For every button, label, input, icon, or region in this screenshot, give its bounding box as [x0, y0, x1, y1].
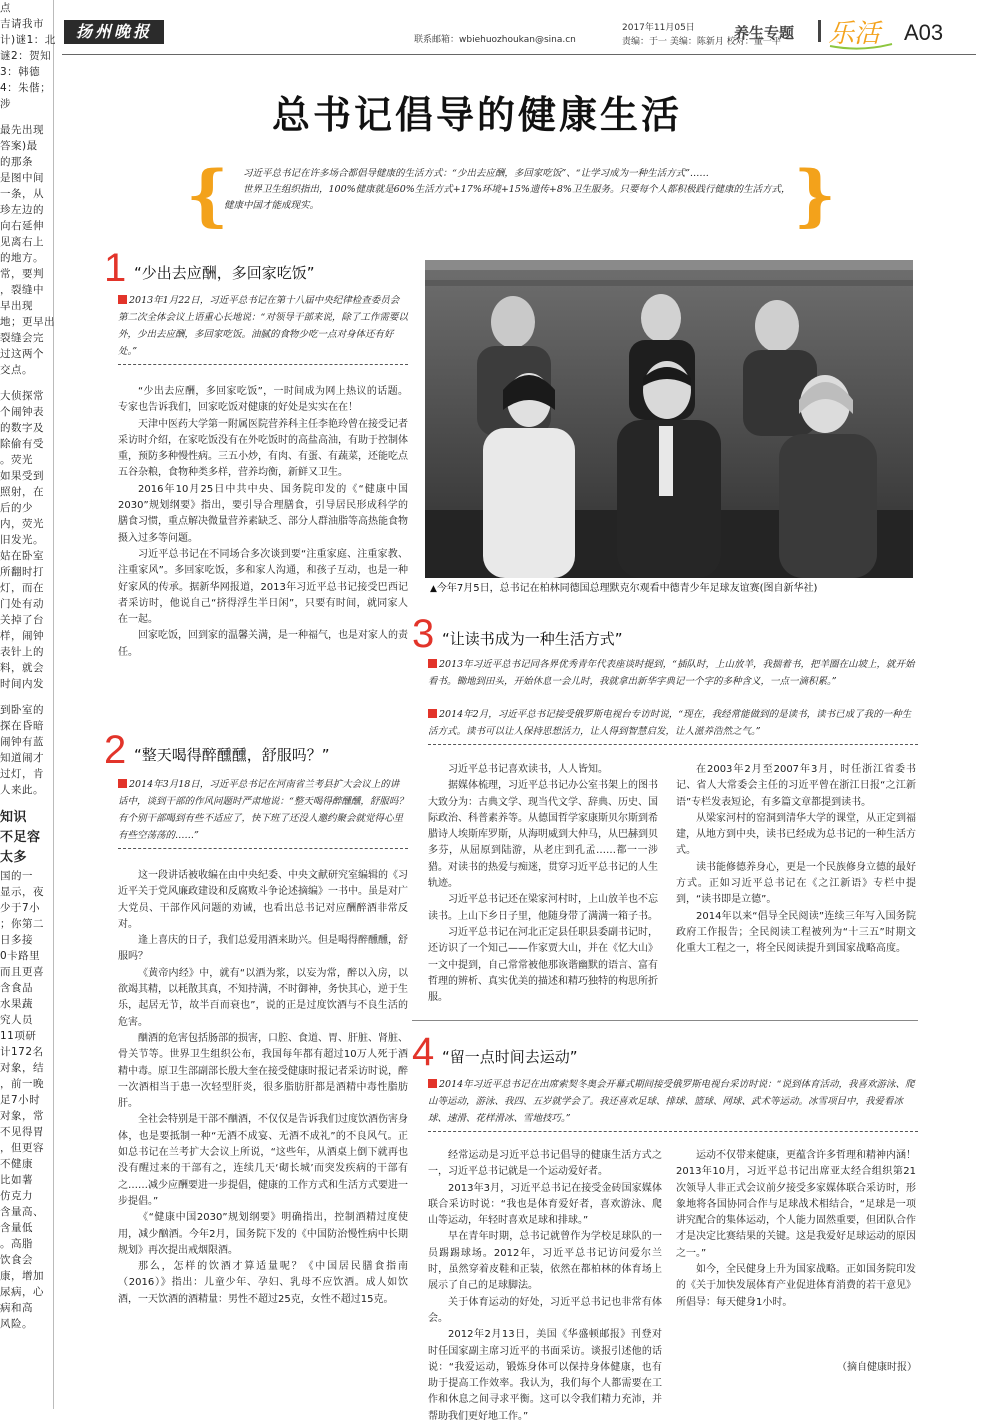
strip-text-line: 不见得胃 — [0, 1126, 44, 1138]
strip-text-line: 旧发光。 — [0, 534, 44, 546]
body-paragraph: 2012年2月13日，美国《华盛顿邮报》刊登对时任国家副主席习近平的书面采访。谈报引述他的话说：“我爱运动，锻炼身体可以保持身体健康，也有助于提高工作效率。我认为，我们每个人都需要在工作和休息之间寻求平衡。这可以令我们精力充沛，并帮助我们更好地工作。” — [428, 1329, 662, 1422]
strip-text-line: 一条，从 — [0, 188, 44, 200]
strip-text-line: 如果受到 — [0, 470, 44, 482]
staff-credits: 责编：于一 美编：陈新月 校对：董一平 — [622, 37, 781, 47]
body-paragraph: 从梁家河村的窑洞到清华大学的课堂，从正定到福建，从地方到中央，读书已经成为总书记的一种生活方式。 — [676, 812, 916, 857]
section-2-head — [104, 728, 404, 772]
strip-text-line: 的数字及 — [0, 422, 44, 434]
strip-text-line: 11项研 — [0, 1030, 37, 1042]
strip-text-line: 人来此。 — [0, 784, 44, 796]
strip-text-line: 内，荧光 — [0, 518, 44, 530]
page-header — [62, 14, 974, 54]
section-4-head — [412, 1030, 812, 1074]
body-paragraph: 据媒体梳理，习近平总书记办公室书架上的图书大致分为：古典文学、现当代文学、辞典、历史、国际政治、科普素养等。从德国哲学家康斯贝尔斯到希腊诗人埃斯库罗斯，从海明威到大仲马，从巴赫到贝多芬，从屈原到陆游，从老庄到孔孟……都一一涉猎。对读书的热爱与痴迷，贯穿习近平总书记的人生轨迹。 — [428, 780, 658, 890]
strip-text-line: 见离右上 — [0, 236, 44, 248]
body-paragraph: 2013年3月，习近平总书记在接受金砖国家媒体联合采访时说：“我也是体育爱好者，喜欢游泳、爬山等运动，年轻时喜欢足球和排球。” — [428, 1182, 662, 1227]
strip-text-line: 计172名 — [0, 1046, 44, 1058]
section-3-column-a — [428, 762, 658, 1006]
body-paragraph: 那么，怎样的饮酒才算适量呢？《中国居民膳食指南（2016）》指出：儿童少年、孕妇、乳母不应饮酒。成人如饮酒，一天饮酒的酒精量：男性不超过25克，女性不超过15克。 — [118, 1261, 408, 1305]
strip-text-line: 风险。 — [0, 1318, 33, 1330]
strip-text-line: 答案)最 — [0, 140, 38, 152]
header-rule — [62, 54, 976, 55]
body-paragraph: 《黄帝内经》中，就有“以酒为浆，以妄为常，醉以入房，以欲竭其精，以耗散其真，不知持满，不时御神，务快其心，逆于生乐，起居无节，故半百而衰也”，说的正是过度饮酒与不良生活的危害。 — [118, 967, 408, 1028]
section-2-body — [118, 868, 408, 1308]
strip-text-line: 除偷有受 — [0, 438, 44, 450]
strip-text-line: 点 — [0, 2, 11, 14]
body-paragraph: 2014年以来“倡导全民阅读”连续三年写入国务院政府工作报告；全民阅读工程被列为“十三五”时期文化重大工程之一，将全民阅读提升到国家战略高度。 — [676, 910, 916, 955]
section-1-body — [118, 384, 408, 661]
strip-text-line: 吉请我市 — [0, 18, 44, 30]
intro-paragraph-1: 习近平总书记在许多场合都倡导健康的生活方式：“少出去应酬，多回家吃饭”、“让学习成为一种生活方式”…… — [243, 168, 709, 179]
section-divider — [412, 1020, 918, 1021]
section-1-head — [104, 246, 404, 290]
strip-text-line: 灯，而在 — [0, 582, 44, 594]
strip-text-line: 尿病，心 — [0, 1286, 44, 1298]
red-square-icon — [428, 659, 437, 668]
strip-text-line: 对象，结 — [0, 1062, 44, 1074]
strip-text-line: ，前一晚 — [0, 1078, 44, 1090]
strip-heading-a: 知识 — [0, 810, 28, 825]
section-4-quote: 2014年习近平总书记在出席索契冬奥会开幕式期间接受俄罗斯电视台采访时说：“说到体育活动，我喜欢游泳、爬山等运动，游泳、我四、五岁就学会了。我还喜欢足球、排球、篮球、网球、武术等运动。冰雪项目中，我爱看冰球、速滑、花样滑冰、雪地技巧。” — [428, 1076, 918, 1132]
logo-text: 乐活 — [828, 19, 881, 49]
body-paragraph: 这一段讲话被收编在由中央纪委、中央文献研究室编辑的《习近平关于党风廉政建设和反腐败斗争论述摘编》一书中。虽是对广大党员、干部作风问题的劝诫，也看出总书记对应酬醉酒非常反对。 — [118, 870, 408, 930]
body-paragraph: 《“健康中国2030”规划纲要》明确指出，控制酒精过度使用，减少酗酒。今年2月，国务院下发的《中国防治慢性病中长期规划》再次提出戒烟限酒。 — [118, 1212, 408, 1256]
body-paragraph: 如今，全民健身上升为国家战略。正如国务院印发的《关于加快发展体育产业促进体育消费的若干意见》所倡导：每天健身1小时。 — [676, 1264, 916, 1308]
strip-block-mid2 — [0, 388, 53, 692]
strip-text-line: 对象，常 — [0, 1110, 44, 1122]
strip-text-line: 饮食会 — [0, 1254, 33, 1266]
strip-text-line: 显示，夜 — [0, 886, 44, 898]
photo-illustration-icon — [425, 260, 913, 578]
strip-text-line: 照射，在 — [0, 486, 44, 498]
section-2-title: “整天喝得醉醺醺，舒服吗？” — [134, 746, 330, 764]
strip-text-line: 门处有动 — [0, 598, 44, 610]
section-3-quote-2: 2014年2月，习近平总书记接受俄罗斯电视台专访时说，“现在，我经常能做到的是读书，读书已成了我的一种生活方式。读书可以让人保持思想活力，让人得到智慧启发，让人滋养浩然之气。” — [428, 706, 918, 745]
section-3-number: 3 — [412, 612, 435, 656]
source-note: （摘自健康时报） — [837, 1362, 917, 1373]
strip-text-line: 谜2：贺知 — [0, 50, 52, 62]
body-paragraph: 习近平总书记在河北正定县任职县委副书记时，还访识了一个知己——作家贾大山，并在《忆大山》一文中提到，自己常常被他那诙谐幽默的语言、富有哲理的辨析、真实优美的描述和精巧独特的构思所折服。 — [428, 926, 658, 1004]
strip-block-bottom — [0, 868, 53, 1332]
body-paragraph: 回家吃饭，回到家的温馨关满，是一种福气，也是对家人的责任。 — [118, 630, 408, 658]
main-headline: 总书记倡导的健康生活 — [272, 92, 683, 137]
lehuo-logo-icon — [826, 16, 896, 50]
strip-text-line: 是图中间 — [0, 172, 44, 184]
section-3-column-b — [676, 762, 916, 958]
section-4-column-a — [428, 1148, 662, 1425]
strip-text-line: 早出现 — [0, 300, 33, 312]
strip-text-line: 表针上的 — [0, 646, 44, 658]
contact-email: 联系邮箱：wbiehuozhoukan@sina.cn — [414, 35, 576, 45]
red-square-icon — [428, 709, 437, 718]
strip-heading-c: 太多 — [0, 850, 28, 865]
strip-text-line: 而且更喜 — [0, 966, 44, 978]
body-paragraph: 全社会特别是干部不酗酒，不仅仅是告诉我们过度饮酒伤害身体，也是要抵制一种“无酒不成宴、无酒不成礼”的不良风气。正如总书记在兰考扩大会议上所说，“这些年，从酒桌上倒下就再也没有醒过来的干部有之，连续几天‘砌长城’而突发疾病的干部有之……减少应酬要进一步提倡，健康的工作方式和生活方式要进一步提倡。” — [118, 1114, 408, 1207]
right-brace-icon: } — [793, 156, 836, 234]
strip-text-line: 比如薯 — [0, 1174, 33, 1186]
strip-text-line: 含量高、 — [0, 1206, 44, 1218]
strip-text-line: 康，增加 — [0, 1270, 44, 1282]
strip-block-mid — [0, 122, 53, 378]
intro-box — [186, 156, 836, 234]
strip-text-line: 4：朱偕； — [0, 82, 52, 94]
section-2-number: 2 — [104, 728, 127, 772]
body-paragraph: 习近平总书记喜欢读书，人人皆知。 — [448, 764, 608, 775]
red-square-icon — [118, 295, 127, 304]
body-paragraph: 在2003年2月至2007年3月，时任浙江省委书记、省人大常委会主任的习近平曾在浙江日报“之江新语”专栏发表短论，有多篇文章都提到读书。 — [676, 764, 916, 808]
strip-block-top — [0, 0, 56, 112]
body-paragraph: 运动不仅带来健康，更蕴含许多哲理和精神内涵！2013年10月，习近平总书记出席亚太经合组织第21次领导人非正式会议前夕接受多家媒体联合采访时，形象地将各国协同合作与足球战术相结合，“足球是一项讲究配合的集体运动，个人能力固然重要，但团队合作才是决定比赛结果的关键。这是我爱好足球运动的原因之一。” — [676, 1150, 916, 1259]
strip-text-line: 知道闹才 — [0, 752, 44, 764]
strip-text-line: 闹钟有蓝 — [0, 736, 44, 748]
masthead-logo: 扬州晚报 — [64, 20, 164, 44]
strip-text-line: 到卧室的 — [0, 704, 44, 716]
page-number: A03 — [904, 20, 944, 45]
strip-text-line: 裂缝会完 — [0, 332, 44, 344]
section-3-quote-1: 2013年习近平总书记同各界优秀青年代表座谈时提到，“插队时，上山放羊，我揣着书，把羊圈在山坡上，就开始看书。锄地到田头，开始休息一会儿时，我就拿出新华字典记一个字的多种含义，一点一滴积累。” — [428, 659, 915, 687]
body-paragraph: 经常运动是习近平总书记倡导的健康生活方式之一，习近平总书记就是一个运动爱好者。 — [428, 1150, 662, 1178]
body-paragraph: 习近平总书记还在梁家河村时，上山放羊也不忘读书。上山下乡日子里，他随身带了满满一箱子书。 — [428, 894, 658, 922]
strip-text-line: 地；更早出 — [0, 316, 55, 328]
section-1-quote: 2013年1月22日，习近平总书记在第十八届中央纪律检查委员会第二次全体会议上语重心长地说：“对领导干部来说，除了工作需要以外，少出去应酬，多回家吃饭。油腻的食物少吃一点对身体还有好处。” — [118, 292, 408, 365]
red-square-icon — [118, 779, 127, 788]
section-1-title: “少出去应酬，多回家吃饭” — [134, 264, 315, 282]
strip-text-line: 不健康 — [0, 1158, 33, 1170]
strip-text-line: 珍左边的 — [0, 204, 44, 216]
body-paragraph: 读书能修德养身心，更是一个民族修身立德的最好方式。正如习近平总书记在《之江新语》专栏中提到，“读书即是立德”。 — [676, 861, 916, 906]
strip-text-line: 探在昏暗 — [0, 720, 44, 732]
strip-text-line: 水果蔬 — [0, 998, 33, 1010]
red-square-icon — [428, 1079, 437, 1088]
issue-date: 2017年11月05日 — [622, 23, 695, 33]
body-paragraph: 早在青年时期，总书记就曾作为学校足球队的一员踢踢球场。2012年，习近平总书记访问爱尔兰时，虽然穿着皮鞋和正装，依然在都柏林的体育场上展示了自己的足球脚法。 — [428, 1231, 662, 1292]
strip-text-line: 的那条 — [0, 156, 33, 168]
strip-text-line: 姑在卧室 — [0, 550, 44, 562]
strip-text-line: 计)谜1：北 — [0, 34, 56, 46]
strip-text-line: 过这两个 — [0, 348, 44, 360]
strip-text-line: 含食品 — [0, 982, 33, 994]
previous-page-strip — [0, 0, 54, 1409]
strip-text-line: 病和高 — [0, 1302, 33, 1314]
section-3-head — [412, 612, 812, 656]
strip-text-line: 过灯，肯 — [0, 768, 44, 780]
body-paragraph: 天津中医药大学第一附属医院营养科主任李艳玲曾在接受记者采访时介绍，在家吃饭没有在外吃饭时的高盐高油，有助于控制体重，预防多种慢性病。三五小炒，有肉、有蛋、有蔬菜，还能吃点五谷杂粮，食物种类多样，营养均衡，新鲜又卫生。 — [118, 418, 408, 479]
section-4-column-b — [676, 1148, 916, 1311]
strip-text-line: 0卡路里 — [0, 950, 41, 962]
strip-text-line: 的地方。 — [0, 252, 44, 264]
body-paragraph: 关于体育运动的好处，习近平总书记也非常有体会。 — [428, 1296, 662, 1324]
caption-marker: ▲ — [430, 584, 437, 594]
strip-text-line: 涉 — [0, 98, 11, 110]
news-photo — [425, 260, 913, 578]
strip-text-line: ；你第二 — [0, 918, 44, 930]
strip-heading-b: 不足容 — [0, 830, 41, 845]
body-paragraph: 习近平总书记在不同场合多次谈到要“注重家庭、注重家教、注重家风”。多回家吃饭，多和家人沟通，和孩子互动，也是一种好家风的传承。据新华网报道，2013年习近平总书记接受巴西记者采访时，他说自己“挤得浮生半日闲”，只要有时间，就同家人在一起。 — [118, 548, 408, 626]
strip-text-line: 时间内发 — [0, 678, 44, 690]
strip-text-line: 交点。 — [0, 364, 33, 376]
strip-text-line: 仿克力 — [0, 1190, 33, 1202]
section-3-title: “让读书成为一种生活方式” — [442, 630, 623, 648]
body-paragraph: “少出去应酬，多回家吃饭”，一时间成为网上热议的话题。专家也告诉我们，回家吃饭对健康的好处是实实在在！ — [118, 386, 408, 414]
body-paragraph: 2016年10月25日中共中央、国务院印发的《“健康中国2030”规划纲要》指出，要引导合理膳食，引导居民形成科学的膳食习惯，重点解决微量营养素缺乏、部分人群油脂等高热能食物摄入过多等问题。 — [118, 483, 408, 544]
strip-text-line: 足7小时 — [0, 1094, 41, 1106]
strip-text-line: 日多接 — [0, 934, 33, 946]
strip-text-line: ，裂缝中 — [0, 284, 44, 296]
strip-text-line: 国的一 — [0, 870, 33, 882]
section-title: 养生专题 — [734, 24, 795, 42]
section-4-title: “留一点时间去运动” — [442, 1048, 578, 1066]
strip-text-line: 少于7小 — [0, 902, 41, 914]
header-divider — [818, 20, 821, 42]
photo-caption: ▲今年7月5日，总书记在柏林同德国总理默克尔观看中德青少年足球友谊赛(图自新华社) — [430, 583, 818, 594]
strip-text-line: 究人员 — [0, 1014, 33, 1026]
body-paragraph: 逢上喜庆的日子，我们总爱用酒来助兴。但是喝得醉醺醺，舒服吗？ — [118, 935, 408, 963]
section-4-number: 4 — [412, 1030, 435, 1074]
section-2-quote: 2014年3月18日，习近平总书记在河南省兰考县扩大会议上的讲话中，谈到干部的作风问题时严肃地说：“整天喝得醉醺醺，舒服吗？有个别干部喝到有些不适应了，快下班了还没人邀约聚会就觉得心里有些空荡荡的……” — [118, 776, 408, 849]
strip-text-line: 。荧光 — [0, 454, 33, 466]
strip-block-low — [0, 702, 53, 798]
intro-text — [224, 166, 798, 214]
strip-text-line: 关掉了台 — [0, 614, 44, 626]
strip-text-line: 含量低 — [0, 1222, 33, 1234]
strip-text-line: 最先出现 — [0, 124, 44, 136]
section-1-number: 1 — [104, 246, 127, 290]
strip-text-line: 后的少 — [0, 502, 33, 514]
strip-text-line: 向右延伸 — [0, 220, 44, 232]
strip-text-line: 个闹钟表 — [0, 406, 44, 418]
strip-text-line: 3：韩德 — [0, 66, 41, 78]
strip-text-line: ，但更容 — [0, 1142, 44, 1154]
body-paragraph: 酗酒的危害包括肠部的损害，口腔、食道、胃、肝脏、肾脏、骨关节等。世界卫生组织公布，我国每年都有超过10万人死于酒精中毒。原卫生部副部长殷大奎在接受健康时报记者采访时说，醉一次酒相当于患一次轻型肝炎，很多脂肪肝都是酒精中毒性脂肪肝。 — [118, 1032, 408, 1110]
strip-text-line: 料，就会 — [0, 662, 44, 674]
strip-text-line: 。高脂 — [0, 1238, 33, 1250]
strip-text-line: 样，闹钟 — [0, 630, 44, 642]
strip-text-line: 所翻时打 — [0, 566, 44, 578]
left-brace-icon: { — [186, 156, 229, 234]
strip-text-line: 大侦探常 — [0, 390, 44, 402]
intro-paragraph-2: 世界卫生组织指出，100%健康就是60%生活方式+17%环境+15%遗传+8%卫生服务。只要每个人都积极践行健康的生活方式，健康中国才能成现实。 — [224, 184, 791, 211]
strip-text-line: 常，要判 — [0, 268, 44, 280]
